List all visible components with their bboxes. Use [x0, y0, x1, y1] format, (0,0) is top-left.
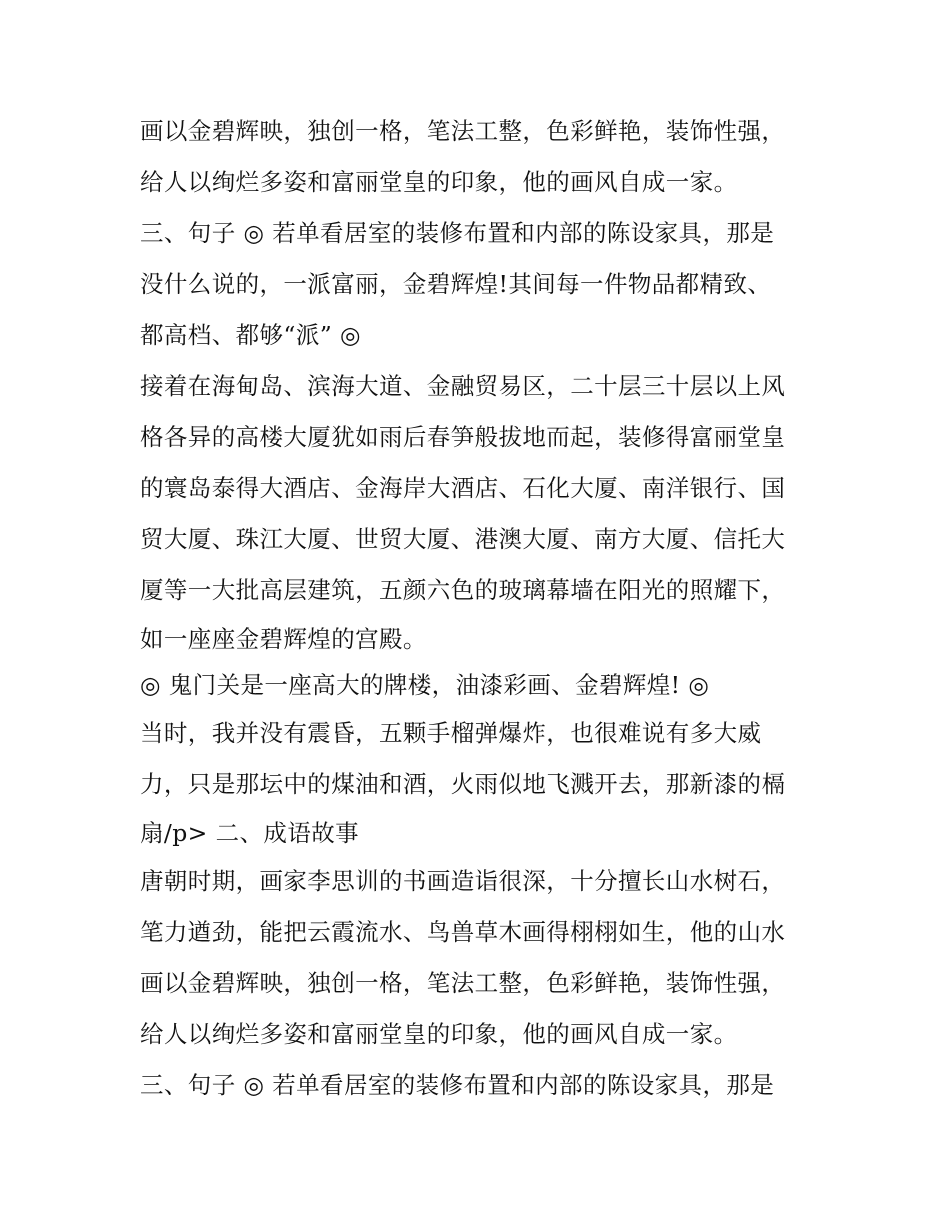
text-line: 如一座座金碧辉煌的宫殿。 [140, 625, 427, 653]
text-line: 的寰岛泰得大酒店、金海岸大酒店、石化大厦、南洋银行、国 [140, 474, 786, 502]
text-line: 力，只是那坛中的煤油和酒，火雨似地飞溅开去，那新漆的槅 [140, 770, 786, 798]
text-line: 没什么说的，一派富丽，金碧辉煌!其间每一件物品都精致、 [140, 270, 772, 298]
text-line: 给人以绚烂多姿和富丽堂皇的印象，他的画风自成一家。 [140, 1020, 738, 1048]
text-line: 厦等一大批高层建筑，五颜六色的玻璃幕墙在阳光的照耀下， [140, 576, 786, 604]
text-line: 笔力遒劲，能把云霞流水、鸟兽草木画得栩栩如生，他的山水 [140, 918, 786, 946]
text-line: 画以金碧辉映，独创一格，笔法工整，色彩鲜艳，装饰性强， [140, 969, 786, 997]
text-line: 扇/p> 二、成语故事 [140, 819, 360, 847]
text-line: 当时，我并没有震昏，五颗手榴弹爆炸，也很难说有多大威 [140, 719, 762, 747]
text-line: 三、句子 ◎ 若单看居室的装修布置和内部的陈设家具，那是 [140, 219, 775, 247]
text-line: 接着在海甸岛、滨海大道、金融贸易区，二十层三十层以上风 [140, 372, 786, 400]
text-line: 唐朝时期，画家李思训的书画造诣很深，十分擅长山水树石， [140, 867, 786, 895]
body-text [140, 106, 830, 1111]
text-line: 都高档、都够“派” ◎ [140, 321, 361, 349]
text-line: 贸大厦、珠江大厦、世贸大厦、港澳大厦、南方大厦、信托大 [140, 525, 786, 553]
text-line: 给人以绚烂多姿和富丽堂皇的印象，他的画风自成一家。 [140, 168, 738, 196]
text-line: 三、句子 ◎ 若单看居室的装修布置和内部的陈设家具，那是 [140, 1071, 775, 1099]
text-line: ◎ 鬼门关是一座高大的牌楼，油漆彩画、金碧辉煌! ◎ [140, 671, 710, 699]
text-line: 画以金碧辉映，独创一格，笔法工整，色彩鲜艳，装饰性强， [140, 117, 786, 145]
text-line: 格各异的高楼大厦犹如雨后春笋般拔地而起，装修得富丽堂皇 [140, 423, 786, 451]
